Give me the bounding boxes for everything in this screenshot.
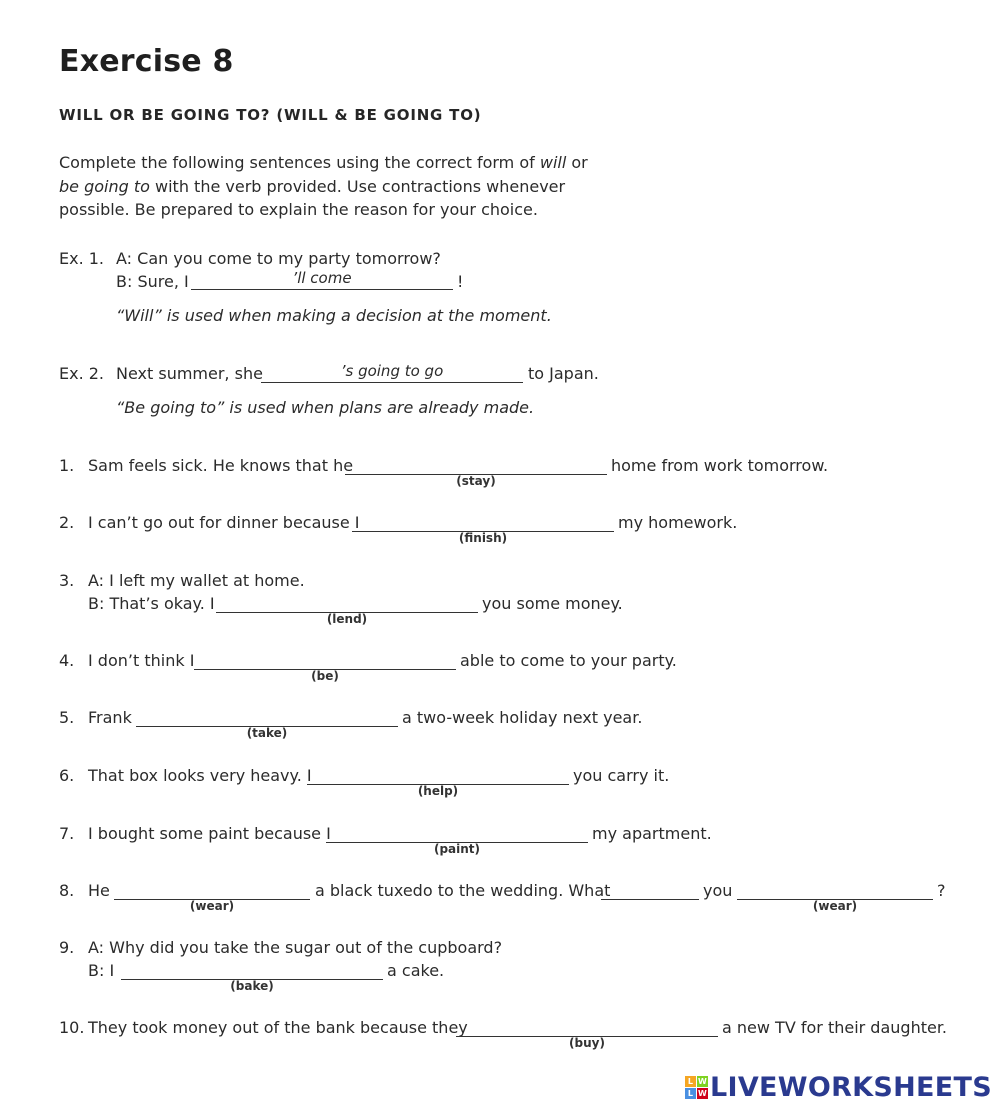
question-6-number: 6. [59,766,75,785]
question-10-verb-hint: (buy) [569,1036,605,1050]
question-5-number: 5. [59,708,75,727]
question-4-verb-hint: (be) [311,669,339,683]
question-5-text: Frank [88,708,132,727]
example-1-answer: ’ll come [191,269,453,290]
question-10-text: They took money out of the bank because they [88,1018,468,1037]
question-1-text: Sam feels sick. He knows that he [88,456,354,475]
question-4-number: 4. [59,651,75,670]
question-2-text-end: my homework. [618,513,738,532]
question-7-answer-field[interactable] [326,822,588,843]
question-6-verb-hint: (help) [417,784,459,798]
question-6-text: That box looks very heavy. I [88,766,312,785]
question-6-text-end: you carry it. [573,766,670,785]
logo-mark-cell: W [698,1077,707,1086]
question-5-text-end: a two-week holiday next year. [402,708,643,727]
question-1-text-end: home from work tomorrow. [611,456,829,475]
question-2-text: I can’t go out for dinner because I [88,513,360,532]
question-5-verb-hint: (take) [246,726,288,740]
logo-mark-cell: W [698,1089,707,1098]
logo-wordmark: LIVEWORKSHEETS [709,1072,992,1103]
question-8-answer-field-1[interactable] [114,879,310,900]
example-2-text: Next summer, she [116,364,263,383]
question-3-text-end: you some money. [482,594,623,613]
page-title: Exercise 8 [59,44,234,79]
question-1-answer-field[interactable] [345,454,607,475]
example-2-answer: ’s going to go [261,362,523,383]
question-8-answer-field-2[interactable] [601,879,699,900]
question-3-answer-field[interactable] [216,592,478,613]
logo-mark-icon [685,1076,708,1099]
question-4-text-end: able to come to your party. [460,651,677,670]
question-8-text: He [88,881,110,900]
example-1-note: “Will” is used when making a decision at the moment. [116,306,552,325]
question-7-text: I bought some paint because I [88,824,331,843]
question-4-text: I don’t think I [88,651,195,670]
question-8-question-mark: ? [937,881,946,900]
question-8-verb-hint-2: (wear) [812,899,858,913]
example-1-response: B: Sure, I [116,272,189,291]
liveworksheets-logo [685,1072,992,1103]
logo-mark-cell: L [685,1076,696,1087]
question-3-line-a: A: I left my wallet at home. [88,571,305,590]
question-7-text-end: my apartment. [592,824,712,843]
example-1-punct: ! [457,272,464,291]
example-1-label: Ex. 1. [59,249,105,268]
question-5-answer-field[interactable] [136,706,398,727]
question-9-answer-field[interactable] [121,959,383,980]
question-2-answer-field[interactable] [352,511,614,532]
question-1-number: 1. [59,456,75,475]
instructions: Complete the following sentences using the correct form of will or be going to with the verb provided. Use contractions whenever possible. Be prepared to explain the reason for your choice. [59,153,588,219]
example-2-text-end: to Japan. [528,364,599,383]
question-9-line-b: B: I [88,961,115,980]
logo-mark-cell: L [685,1088,696,1099]
question-10-number: 10. [59,1018,85,1037]
example-2-note: “Be going to” is used when plans are already made. [116,398,535,417]
question-8-number: 8. [59,881,75,900]
question-10-text-end: a new TV for their daughter. [722,1018,948,1037]
question-2-verb-hint: (finish) [458,531,508,545]
question-10-answer-field[interactable] [456,1016,718,1037]
question-8-verb-hint-1: (wear) [189,899,235,913]
example-2-label: Ex. 2. [59,364,105,383]
question-2-number: 2. [59,513,75,532]
question-9-verb-hint: (bake) [230,979,274,993]
question-8-text-you: you [703,881,733,900]
section-subtitle: WILL OR BE GOING TO? (WILL & BE GOING TO) [59,106,482,124]
question-1-verb-hint: (stay) [456,474,496,488]
question-8-text-mid: a black tuxedo to the wedding. What [315,881,611,900]
question-4-answer-field[interactable] [194,649,456,670]
example-1-question: A: Can you come to my party tomorrow? [116,249,441,268]
question-7-number: 7. [59,824,75,843]
question-9-number: 9. [59,938,75,957]
question-7-verb-hint: (paint) [433,842,481,856]
question-8-answer-field-3[interactable] [737,879,933,900]
question-3-line-b: B: That’s okay. I [88,594,215,613]
question-6-answer-field[interactable] [307,764,569,785]
question-3-number: 3. [59,571,75,590]
question-3-verb-hint: (lend) [326,612,368,626]
question-9-text-end: a cake. [387,961,445,980]
question-9-line-a: A: Why did you take the sugar out of the cupboard? [88,938,503,957]
